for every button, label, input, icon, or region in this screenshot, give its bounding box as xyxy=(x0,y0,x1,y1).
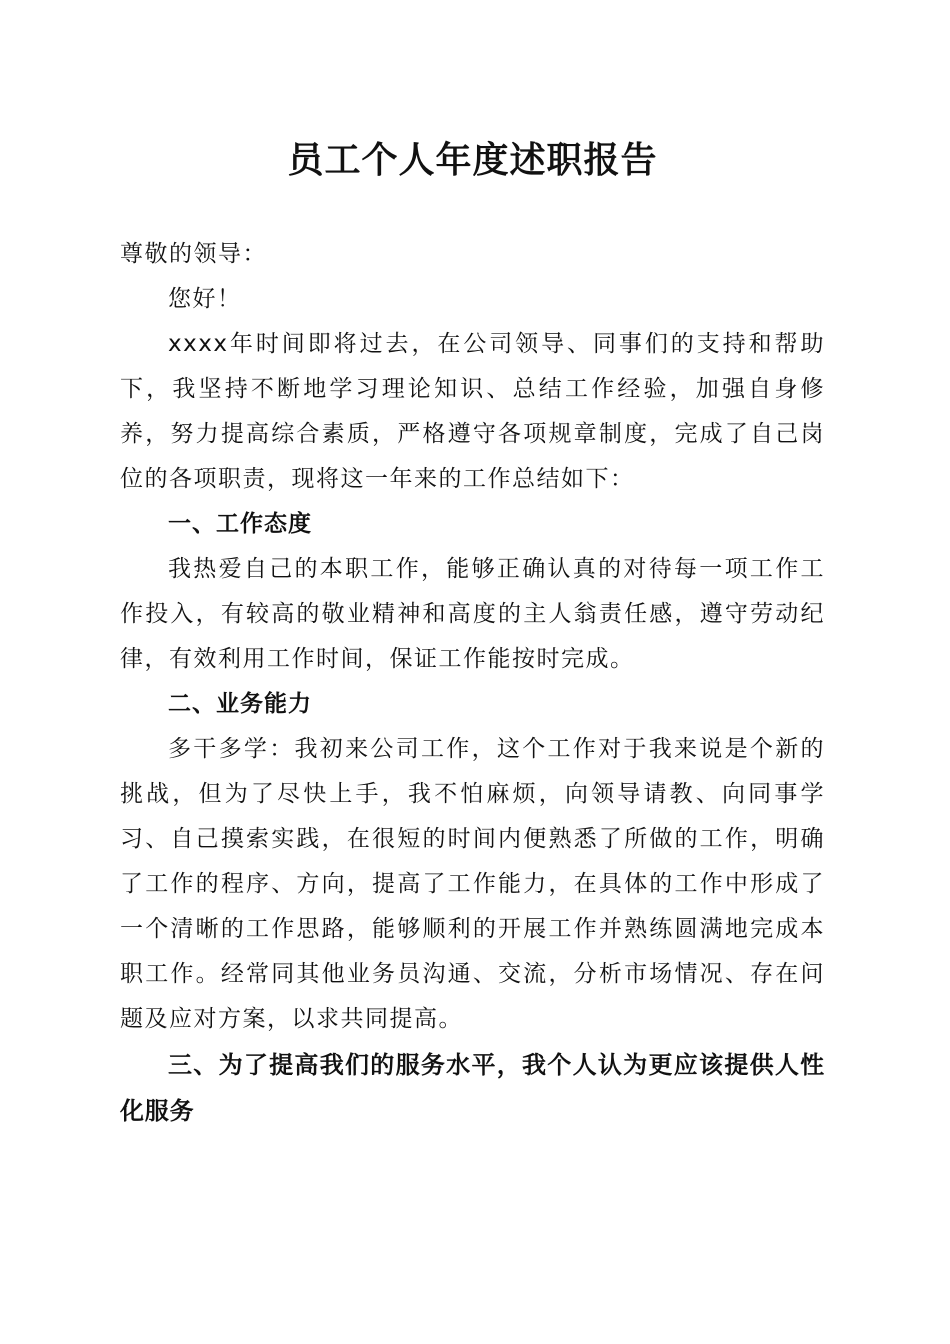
section-heading: 一、工作态度 xyxy=(168,511,312,537)
intro-paragraph: xxxx年时间即将过去，在公司领导、同事们的支持和帮助下，我坚持不断地学习理论知识、总结工作经验，加强自身修养，努力提高综合素质，严格遵守各项规章制度，完成了自己岗位的各项职责，现将这一年来的工作总结如下： xyxy=(120,331,825,492)
section-service-level xyxy=(120,1042,825,1134)
section-business-ability xyxy=(120,682,825,1042)
document-content xyxy=(120,136,825,1134)
greeting: 您好！ xyxy=(168,286,242,312)
section-paragraph: 多干多学：我初来公司工作，这个工作对于我来说是个新的挑战，但为了尽快上手，我不怕麻烦，向领导请教、向同事学习、自己摸索实践，在很短的时间内便熟悉了所做的工作，明确了工作的程序、方向，提高了工作能力，在具体的工作中形成了一个清晰的工作思路，能够顺利的开展工作并熟练圆满地完成本职工作。经常同其他业务员沟通、交流，分析市场情况、存在问题及应对方案，以求共同提高。 xyxy=(120,736,825,1032)
document-title: 员工个人年度述职报告 xyxy=(287,139,658,181)
section-work-attitude xyxy=(120,502,825,682)
salutation: 尊敬的领导： xyxy=(120,241,267,267)
section-heading: 三、为了提高我们的服务水平，我个人认为更应该提供人性化服务 xyxy=(120,1051,825,1125)
section-heading: 二、业务能力 xyxy=(168,691,312,717)
section-paragraph: 我热爱自己的本职工作，能够正确认真的对待每一项工作工作投入，有较高的敬业精神和高度的主人翁责任感，遵守劳动纪律，有效利用工作时间，保证工作能按时完成。 xyxy=(120,556,825,672)
